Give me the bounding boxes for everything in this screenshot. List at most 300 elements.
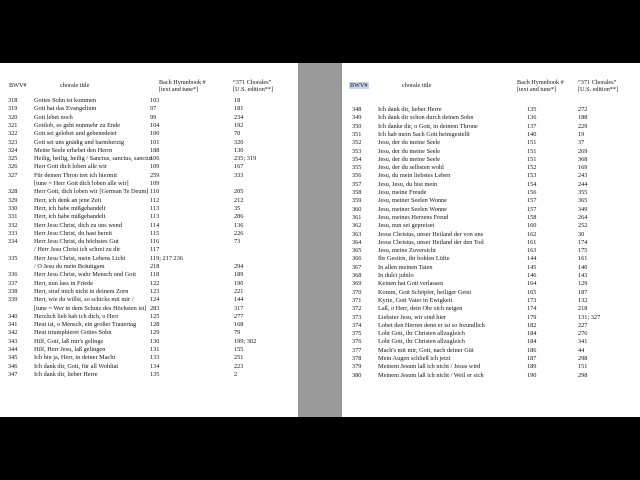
bwv-cell: 342: [8, 329, 18, 337]
hymnbook-cell: 129: [150, 329, 160, 337]
table-row: [352, 305, 640, 312]
bwv-cell: 354: [352, 155, 362, 163]
hymnbook-cell: 190: [527, 371, 537, 379]
table-row: [8, 155, 298, 162]
hymnbook-cell: 152: [527, 164, 537, 172]
bwv-cell: 353: [352, 147, 362, 155]
title-cell: Heut triumphieret Gottes Sohn: [34, 329, 112, 337]
bwv-cell: 341: [8, 321, 18, 329]
bwv-cell: 334: [8, 238, 18, 246]
hymnbook-cell: 119; 217 236: [150, 254, 184, 262]
title-cell: Lobt Gott, ihr Christen allzugleich: [378, 338, 465, 346]
title-cell: Gottlob, es geht nunmehr zu Ende: [34, 121, 121, 129]
header-371-chorales: “371 Chorales”: [233, 79, 272, 86]
title-cell: Herr Jesu Christ, du höchstes Gut: [34, 238, 119, 246]
title-cell: Herr Jesu Christ, du hast bereit: [34, 229, 112, 237]
chorales-cell: 35: [234, 204, 241, 212]
hymnbook-cell: 182: [527, 321, 537, 329]
title-cell: / Herr Jesu Christ ich schrei zu dir: [34, 246, 121, 254]
hymnbook-cell: 154: [527, 180, 537, 188]
bwv-cell: 360: [352, 205, 362, 213]
bwv-cell: 371: [352, 296, 362, 304]
hymnbook-cell: 135: [150, 370, 160, 378]
table-row: [8, 163, 298, 170]
bwv-cell: 356: [352, 172, 362, 180]
bwv-cell: 358: [352, 189, 362, 196]
bwv-cell: 322: [8, 130, 18, 138]
bwv-cell: 377: [352, 346, 362, 354]
chorales-cell: 212: [234, 196, 244, 204]
chorales-cell: 294: [234, 263, 244, 270]
bwv-cell: 374: [352, 321, 362, 329]
bwv-cell: 372: [352, 305, 362, 313]
chorales-cell: 79: [234, 329, 241, 337]
table-row: [8, 321, 298, 328]
table-row: [352, 197, 640, 204]
hymnbook-cell: 135: [527, 106, 537, 113]
table-row: [352, 214, 640, 221]
table-row: [352, 255, 640, 262]
title-cell: Kyrie, Gott Vater in Ewigkeit: [378, 296, 453, 304]
hymnbook-cell: 151: [527, 139, 537, 147]
table-row: [8, 172, 298, 179]
title-cell: [tune = Herr Gott dich loben alle wir]: [34, 180, 129, 187]
bwv-cell: 362: [352, 222, 362, 230]
hymnbook-cell: 189: [527, 363, 537, 371]
table-row: [352, 189, 640, 196]
title-cell: Herzlich lieb hab ich dich, o Herr: [34, 312, 119, 320]
title-cell: Jesu, der du meine Seele: [378, 147, 441, 155]
title-cell: Jesu, der du meine Seele: [378, 155, 441, 163]
bwv-cell: 321: [8, 121, 18, 129]
bwv-cell: 348: [352, 106, 362, 113]
bwv-cell: 331: [8, 213, 18, 221]
hymnbook-cell: 146: [527, 272, 537, 279]
hymnbook-cell: 106: [150, 155, 160, 163]
hymnbook-cell: 115: [150, 229, 160, 237]
hymnbook-cell: 145: [527, 263, 537, 271]
hymnbook-cell: 97: [150, 105, 157, 113]
bwv-cell: 320: [8, 113, 18, 121]
hymnbook-cell: 122: [150, 279, 160, 287]
hymnbook-cell: 116: [150, 238, 160, 246]
table-row: [352, 272, 640, 279]
table-row: [8, 271, 298, 278]
table-row: [352, 247, 640, 254]
title-cell: Ich dank dir, Gott, für all Wohltat: [34, 362, 119, 370]
chorales-cell: 151: [578, 363, 588, 371]
table-row: [8, 213, 298, 220]
title-cell: Herr Jesu Christ, mein Lebens Licht: [34, 254, 126, 262]
title-cell: Meinem Jesum laß ich nicht / Weil er sich: [378, 371, 484, 379]
hymnbook-cell: 124: [150, 296, 160, 304]
document-page-right[interactable]: [342, 63, 640, 417]
chorales-cell: 37: [578, 139, 585, 147]
hymnbook-cell: 117: [150, 246, 160, 254]
title-cell: Herr Jesu Christ, wahr Mensch und Gott: [34, 271, 136, 279]
hymnbook-cell: 134: [150, 362, 160, 370]
bwv-cell: 365: [352, 247, 362, 255]
chorales-cell: 264: [578, 213, 588, 221]
title-cell: Gott hat das Evangelium: [34, 105, 97, 113]
hymnbook-cell: 163: [527, 247, 537, 255]
table-row: [8, 139, 298, 146]
title-cell: Jesus Christus, unser Heiland der von uns: [378, 230, 484, 238]
title-cell: Herr, ich habe mißgehandelt: [34, 204, 106, 212]
title-cell: Jesus Christus, unser Heiland der den Tod: [378, 238, 484, 246]
hymnbook-cell: 161: [527, 238, 537, 246]
title-cell: Heilig, heilig, heilig / Sanctus, sanctus, sanctus: [34, 155, 153, 163]
bwv-cell: 367: [352, 263, 362, 271]
title-cell: Herr Jesu Christ, dich zu uns wend: [34, 221, 122, 229]
title-cell: Mein Augen schließ ich jetzt: [378, 355, 451, 362]
table-row: [352, 338, 640, 345]
table-row: [8, 130, 298, 137]
hymnbook-cell: 165: [527, 288, 537, 296]
hymnbook-cell: 186: [527, 346, 537, 354]
title-cell: Herr, ich habe mißgehandelt: [34, 213, 106, 221]
table-row: [352, 164, 640, 171]
hymnbook-cell: 160: [527, 222, 537, 230]
table-row: [8, 105, 298, 112]
table-row: [8, 230, 298, 237]
chorales-cell: 161: [578, 255, 588, 263]
table-row: [352, 297, 640, 304]
chorales-cell: 181: [234, 105, 244, 113]
chorales-cell: 235; 319: [234, 155, 257, 163]
title-cell: Ich danke dir, o Gott, in deinem Throne: [378, 122, 478, 130]
header-chorale-title: chorale title: [402, 82, 432, 89]
hymnbook-cell: 140: [527, 130, 537, 138]
title-cell: Herr Gott dich loben alle wir: [34, 163, 107, 171]
bwv-cell: 346: [8, 362, 18, 370]
chorales-cell: 277: [234, 312, 244, 320]
title-cell: Ich dank dir, lieber Herre: [378, 106, 442, 113]
table-row: [8, 255, 298, 262]
title-cell: Gott sei uns gnädig und barmherzig: [34, 138, 125, 146]
table-row: [352, 156, 640, 163]
bwv-cell: 361: [352, 213, 362, 221]
chorales-cell: 355: [578, 189, 588, 196]
chorales-cell: 73: [234, 238, 241, 246]
chorales-cell: 298: [578, 355, 588, 362]
hymnbook-cell: 184: [527, 338, 537, 346]
chorales-cell: 218: [578, 305, 588, 313]
chorales-cell: 226: [234, 229, 244, 237]
hymnbook-cell: 179: [527, 313, 537, 321]
table-row: [352, 131, 640, 138]
title-cell: Lobet den Herren denn er ist so freundlich: [378, 321, 485, 329]
header-371-chorales: “371 Chorales”: [578, 79, 617, 86]
title-cell: Hilf, Herr Jesu, laß gelingen: [34, 346, 106, 353]
bwv-cell: 359: [352, 197, 362, 205]
hymnbook-cell: 158: [527, 213, 537, 221]
bwv-cell: 345: [8, 354, 18, 362]
hymnbook-cell: 123: [150, 287, 160, 295]
table-row: [352, 347, 640, 354]
chorales-cell: 365: [578, 197, 588, 205]
bwv-cell: 328: [8, 188, 18, 196]
title-cell: Herr, straf mich nicht in deinem Zorn: [34, 287, 129, 295]
hymnbook-cell: 174: [527, 305, 537, 313]
hymnbook-cell: 109: [150, 163, 160, 171]
bwv-cell: 347: [8, 370, 18, 378]
hymnbook-cell: 162: [527, 230, 537, 238]
bwv-cell: 336: [8, 271, 18, 279]
bwv-cell: 340: [8, 312, 18, 320]
title-cell: Jesu, Jesu, du bist mein: [378, 180, 438, 188]
chorales-cell: 18: [234, 97, 241, 104]
table-row: [352, 123, 640, 130]
document-page-left[interactable]: [0, 63, 298, 417]
chorales-cell: 44: [578, 346, 585, 354]
chorales-cell: 143: [578, 272, 588, 279]
table-row: [8, 97, 298, 104]
hymnbook-cell: 151: [527, 147, 537, 155]
chorales-cell: 229: [578, 122, 588, 130]
hymnbook-cell: 114: [150, 221, 160, 229]
chorales-cell: 192: [234, 121, 244, 129]
bwv-cell: 324: [8, 146, 18, 154]
bwv-cell: 318: [8, 97, 18, 104]
bwv-cell: 344: [8, 346, 18, 353]
title-cell: Meinem Jesum laß ich nicht / Jesus wird: [378, 363, 481, 371]
title-cell: Komm, Gott Schöpfer, heiliger Geist: [378, 288, 472, 296]
table-row: [8, 180, 298, 187]
title-cell: Jesu, meine Zuversicht: [378, 247, 436, 255]
hymnbook-cell: 283: [150, 304, 160, 312]
bwv-cell: 352: [352, 139, 362, 147]
hymnbook-cell: 104: [150, 121, 160, 129]
chorales-cell: 190: [234, 279, 244, 287]
chorales-cell: 320: [234, 138, 244, 146]
bwv-cell: 329: [8, 196, 18, 204]
bwv-cell: 379: [352, 363, 362, 371]
hymnbook-cell: 109: [150, 180, 160, 187]
chorales-cell: 199; 302: [234, 337, 257, 345]
title-cell: Ihr Gestirn, ihr hohlen Lüfte: [378, 255, 450, 263]
table-row: [8, 280, 298, 287]
bwv-cell: 366: [352, 255, 362, 263]
chorales-cell: 269: [578, 147, 588, 155]
table-row: [8, 147, 298, 154]
chorales-cell: 129: [578, 280, 588, 288]
title-cell: Jesu, meiner Seelen Wonne: [378, 205, 447, 213]
title-cell: Ich dank dir schon durch deinen Sohn: [378, 114, 474, 122]
title-cell: Jesu, nun sei gepreiset: [378, 222, 435, 230]
title-cell: Ich dank dir, lieber Herre: [34, 370, 98, 378]
chorales-cell: 70: [234, 130, 241, 138]
chorales-cell: 30: [578, 230, 585, 238]
hymnbook-cell: 113: [150, 204, 160, 212]
title-cell: Gott lebet noch: [34, 113, 73, 121]
table-row: [8, 222, 298, 229]
table-row: [8, 338, 298, 345]
chorales-cell: 272: [578, 106, 588, 113]
bwv-cell: 349: [352, 114, 362, 122]
table-row: [8, 188, 298, 195]
table-row: [352, 114, 640, 121]
chorales-cell: 223: [234, 362, 244, 370]
title-cell: Gottes Sohn ist kommen: [34, 97, 97, 104]
chorales-cell: 368: [578, 155, 588, 163]
page-gutter: [298, 63, 342, 417]
table-row: [8, 288, 298, 295]
table-row: [352, 372, 640, 379]
table-row: [352, 330, 640, 337]
chorales-cell: 205: [234, 188, 244, 196]
bwv-cell: 373: [352, 313, 362, 321]
chorales-cell: 276: [578, 330, 588, 338]
bwv-cell: 369: [352, 280, 362, 288]
hymnbook-cell: 187: [527, 355, 537, 362]
hymnbook-cell: 130: [150, 337, 160, 345]
table-row: [352, 231, 640, 238]
chorales-cell: 227: [578, 321, 588, 329]
chorales-cell: 341: [578, 338, 588, 346]
hymnbook-cell: 156: [527, 189, 537, 196]
hymnbook-cell: 144: [527, 255, 537, 263]
table-row: [8, 346, 298, 353]
title-cell: Lobt Gott, ihr Christen allzugleich: [378, 330, 465, 338]
hymnbook-cell: 118: [150, 271, 160, 279]
chorales-cell: 188: [578, 114, 588, 122]
hymnbook-cell: 131: [150, 346, 160, 353]
table-row: [8, 122, 298, 129]
chorales-cell: 243: [578, 172, 588, 180]
bwv-cell: 355: [352, 164, 362, 172]
title-cell: In allen meinen Taten: [378, 263, 433, 271]
bwv-cell: 368: [352, 272, 362, 279]
table-row: [352, 289, 640, 296]
title-cell: Für deinen Thron tret ich hiermit: [34, 171, 117, 179]
title-cell: Ich hab mein Sach Gott heimgestellt: [378, 130, 470, 138]
header-371-chorales-sub: [U.S. edition**]: [233, 86, 274, 93]
bwv-cell: 333: [8, 229, 18, 237]
title-cell: Liebster Jesu, wir sind hier: [378, 313, 447, 321]
title-cell: / O Jesu du mein Bräutigam: [34, 263, 105, 270]
chorales-cell: 168: [234, 321, 244, 329]
table-row: [8, 363, 298, 370]
table-row: [352, 148, 640, 155]
title-cell: Ich bin ja, Herr, in deiner Macht: [34, 354, 116, 362]
hymnbook-cell: 164: [527, 280, 537, 288]
hymnbook-cell: 137: [527, 122, 537, 130]
title-cell: Herr, nun lass in Friede: [34, 279, 94, 287]
bwv-cell: 350: [352, 122, 362, 130]
title-cell: [tune = Wer in dem Schutz des Höchsten ist]: [34, 304, 147, 312]
bwv-cell: 335: [8, 254, 18, 262]
title-cell: Jesu, meine Freude: [378, 189, 427, 196]
table-row: [352, 264, 640, 271]
header-bwv-highlight: BWV#: [350, 82, 368, 89]
chorales-cell: 132: [578, 296, 588, 304]
hymnbook-cell: 136: [527, 114, 537, 122]
table-row: [352, 239, 640, 246]
table-row: [352, 139, 640, 146]
hymnbook-cell: 151: [527, 155, 537, 163]
title-cell: Keinen hat Gott verlassen: [378, 280, 444, 288]
hymnbook-cell: 99: [150, 113, 157, 121]
title-cell: In dulci jubilo: [378, 272, 414, 279]
bwv-cell: 325: [8, 155, 18, 163]
bwv-cell: 370: [352, 288, 362, 296]
table-row: [352, 322, 640, 329]
table-row: [8, 197, 298, 204]
bottom-letterbox: [0, 417, 640, 480]
table-row: [8, 371, 298, 378]
header-hymnbook-sub: [text and tune*]: [517, 86, 557, 93]
bwv-cell: 323: [8, 138, 18, 146]
chorales-cell: 174: [578, 238, 588, 246]
chorales-cell: 131; 327: [578, 313, 601, 321]
bwv-cell: 357: [352, 180, 362, 188]
chorales-cell: 144: [234, 296, 244, 304]
chorales-cell: 155: [234, 346, 244, 353]
hymnbook-cell: 153: [527, 172, 537, 180]
chorales-cell: 349: [578, 205, 588, 213]
bwv-cell: 330: [8, 204, 18, 212]
table-row: [352, 222, 640, 229]
bwv-cell: 338: [8, 287, 18, 295]
header-371-chorales-sub: [U.S. edition**]: [578, 86, 619, 93]
table-row: [8, 305, 298, 312]
title-cell: Meine Seele erhebet den Herrn: [34, 146, 113, 154]
bwv-cell: 351: [352, 130, 362, 138]
chorales-cell: 333: [234, 171, 244, 179]
bwv-cell: 364: [352, 238, 362, 246]
hymnbook-cell: 128: [150, 321, 160, 329]
table-row: [8, 313, 298, 320]
title-cell: Laß, o Herr, dein Ohr sich neigen: [378, 305, 463, 313]
bwv-cell: 376: [352, 338, 362, 346]
hymnbook-cell: 259: [150, 171, 160, 179]
table-row: [8, 238, 298, 245]
hymnbook-cell: 157: [527, 197, 537, 205]
table-row: [352, 355, 640, 362]
title-cell: Herr, wie du willst, so schicks mit mir /: [34, 296, 134, 304]
table-row: [8, 354, 298, 361]
hymnbook-cell: 125: [150, 312, 160, 320]
bwv-cell: 337: [8, 279, 18, 287]
chorales-cell: 189: [234, 271, 244, 279]
chorales-cell: 234: [234, 113, 244, 121]
chorales-cell: 251: [234, 354, 244, 362]
top-letterbox: [0, 0, 640, 63]
table-row: [8, 114, 298, 121]
hymnbook-cell: 157: [527, 205, 537, 213]
chorales-cell: 252: [578, 222, 588, 230]
bwv-cell: 380: [352, 371, 362, 379]
chorales-cell: 298: [578, 371, 588, 379]
hymnbook-cell: 103: [150, 97, 160, 104]
chorales-cell: 244: [578, 180, 588, 188]
hymnbook-cell: 100: [150, 130, 160, 138]
table-row: [352, 106, 640, 113]
chorales-cell: 140: [578, 263, 588, 271]
table-row: [352, 363, 640, 370]
header-chorale-title: chorale title: [60, 82, 90, 89]
bwv-cell: 378: [352, 355, 362, 362]
header-hymnbook: Bach Hymnbook #: [517, 79, 564, 86]
chorales-cell: 130: [234, 146, 244, 154]
chorales-cell: 19: [578, 130, 585, 138]
title-cell: Jesu, meiner Seelen Wonne: [378, 197, 447, 205]
table-row: [352, 172, 640, 179]
hymnbook-cell: 173: [527, 296, 537, 304]
chorales-cell: 286: [234, 213, 244, 221]
title-cell: Herr Gott, dich loben wir [German Te Deum]: [34, 188, 149, 196]
